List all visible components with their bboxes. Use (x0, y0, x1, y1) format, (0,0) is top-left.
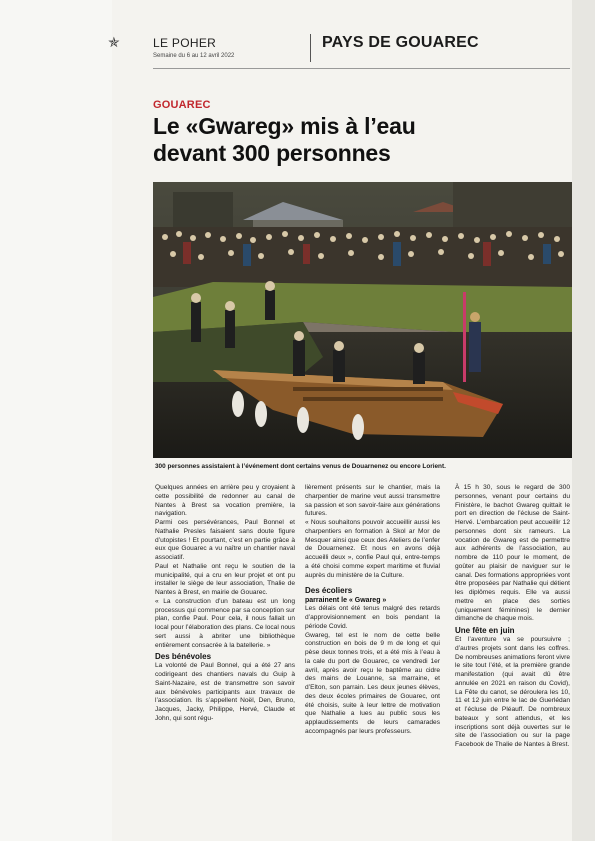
subhead-benevoles: Des bénévoles (155, 652, 212, 662)
paragraph: Gwareg, tel est le nom de cette belle construction en bois de 9 m de long et qui pèse deux tonnes trois, et a été mis à l’eau à la cale du port de Gouarec, ce vendredi 1er avril, après avoir reçu le baptême au cidre des mains de Louanne, sa marraine, et d’Elton, son parrain. Les deux jeunes élèves, des deux écoles primaires de Gouarec, ont été choisis, suite à leur lettre de motivation que Nathalie a lues au public sous les applaudissements de leurs camarades accompagnés par leurs professeurs. (305, 631, 440, 735)
paragraph: Parmi ces persévérances, Paul Bonnel et Nathalie Presles faisaient sans doute figure d’utopistes ! Et pourtant, c’est en partie grâce à eux que Gouarec a vu naître un chantier naval associatif. (155, 519, 295, 561)
page-margin-left (0, 0, 112, 841)
article-headline (153, 113, 443, 167)
section-title: PAYS DE GOUAREC (322, 34, 479, 51)
article-kicker: GOUAREC (153, 99, 211, 111)
issue-date: Semaine du 6 au 12 avril 2022 (153, 53, 235, 59)
paragraph: « Nous souhaitons pouvoir accueillir aussi les charpentiers en formation à Skol ar Mor de Mesquer ainsi que ceux des Ateliers de l’enfer de Douarnenez. Et nous en avons déjà accueilli deux », confie Paul qui, entre-temps a été choisi comme expert maritime et fluvial auprès du ministère de la Culture. (305, 519, 440, 579)
newspaper-name: LE POHER (153, 36, 217, 50)
adjacent-page-strip (572, 0, 595, 841)
article-column-2 (305, 484, 440, 737)
headline-line-2: devant 300 personnes (153, 140, 391, 166)
article-column-1 (155, 484, 295, 724)
subhead-ecoliers-line-2: parrainent le « Gwareg » (305, 597, 387, 605)
paragraph: Paul et Nathalie ont reçu le soutien de la municipalité, qui a cru en leur projet et ont pu installer le siège de leur association, Thalie de Nantes à Brest, en mairie de Gouarec. (155, 562, 295, 596)
masthead-divider (310, 34, 311, 62)
header-rule (153, 68, 570, 69)
subhead-fete-juin: Une fête en juin (455, 626, 515, 635)
article-column-3 (455, 484, 570, 750)
paragraph: À 15 h 30, sous le regard de 300 personnes, venant pour certains du Finistère, le bachot Gwareg quittait le port en direction de l’écluse de Saint-Hervé. L’embarcation peut accueillir 12 personnes dont six rameurs. La vocation de Gwareg est de permettre aux adhérents de l’association, au nombre de 110 pour le moment, de goûter au plaisir de naviguer sur le canal. Des formations appropriées vont être proposées par Nathalie qui détient les diplômes requis. Elle va aussi mettre en place des sorties (uniquement féminines) le dernier dimanche de chaque mois. (455, 484, 570, 623)
paragraph: La volonté de Paul Bonnel, qui a été 27 ans codirigeant des chantiers navals du Guip à Saint-Nazaire, est de transmettre son savoir aux bénévoles participants aux travaux de l’association. Ils s’appellent Noël, Den, Bruno, Jacques, Jacky, Philippe, Hervé, Claude et John, qui sont régu- (155, 662, 295, 722)
paragraph: « La construction d’un bateau est un long processus qui commence par sa conception sur plan, confie Paul. Pour cela, il nous fallait un local pour l’élaboration des plans. Ce local nous sert aussi à abriter une bibliothèque entièrement consacrée à la batellerie. » (155, 597, 295, 649)
grass-bank (153, 282, 572, 332)
pushpin-icon: ✯ (108, 34, 120, 50)
flag-pole (463, 292, 466, 382)
photo-caption: 300 personnes assistaient à l’événement dont certains venus de Douarnenez ou encore Lorient. (155, 463, 446, 470)
boat-launch-photo (153, 182, 572, 458)
paragraph: Et l’aventure va se poursuivre ; d’autres projets sont dans les coffres. De nombreuses animations feront vivre le site tout l’été, et la première grande manifestation (qui avait dû être annulée en 2021 en raison du Covid), La Fête du canot, se déroulera les 10, 11 et 12 juin entre le lac de Guerlédan et l’écluse de Pléauff. De nombreux bateaux y sont attendus, et les inscriptions sont déjà ouvertes sur le site de l’association ou sur la page Facebook de Thalie de Nantes à Brest. (455, 636, 570, 748)
paragraph: Quelques années en arrière peu y croyaient à cette possibilité de redonner au canal de Nantes à Brest sa vocation première, la navigation. (155, 484, 295, 518)
paragraph: lièrement présents sur le chantier, mais la charpentier de marine veut aussi transmettre sa passion et son savoir-faire aux générations futures. (305, 484, 440, 518)
paragraph: Les délais ont été tenus malgré des retards d’approvisionnement en bois pendant la période Covid. (305, 605, 440, 630)
article-photo (153, 182, 572, 458)
subhead-ecoliers: Des écoliers (305, 586, 353, 596)
headline-line-1: Le «Gwareg» mis à l’eau (153, 113, 416, 139)
